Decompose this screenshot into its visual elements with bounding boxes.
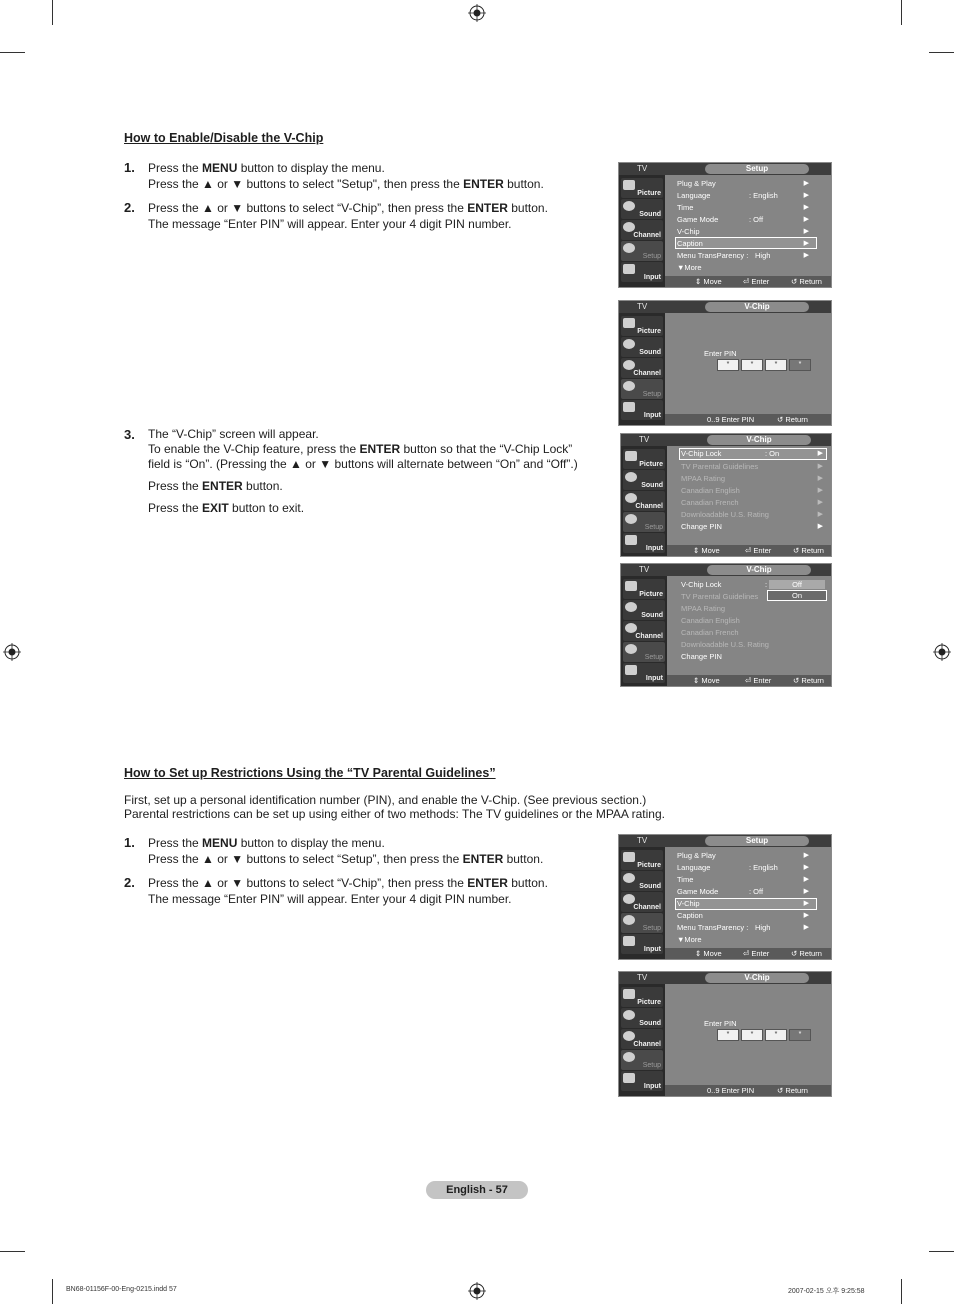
menu-value: : English [749, 863, 778, 872]
picture-icon [625, 451, 637, 461]
sound-icon [623, 873, 635, 883]
pin-panel [665, 313, 831, 414]
pin-digit-field[interactable]: * [765, 1029, 787, 1041]
menu-item[interactable]: Menu TransParency : [677, 251, 749, 260]
sound-icon [625, 602, 637, 612]
tv-label: TV [637, 973, 648, 982]
menu-panel [665, 847, 831, 948]
menu-item[interactable]: ▼More [677, 935, 702, 944]
right-arrow-icon: ▶ [803, 900, 809, 907]
menu-item[interactable]: Caption [677, 239, 703, 248]
picture-icon [623, 180, 635, 190]
sidebar-item-channel[interactable]: Channel [623, 491, 665, 511]
sidebar-item-picture[interactable]: Picture [621, 987, 663, 1007]
crop-mark [52, 0, 53, 25]
enter-hint: ⏎ Enter [743, 277, 770, 286]
menu-item[interactable]: Caption [677, 911, 703, 920]
gear-icon [623, 1052, 635, 1062]
screen-title: V-Chip [707, 565, 811, 575]
picture-icon [623, 852, 635, 862]
step-text: Press the MENU button to display the menu. Press the ▲ or ▼ buttons to select “Setup”, then press the ENTER button. [148, 836, 544, 866]
gear-icon [623, 243, 635, 253]
page-number: English - 57 [426, 1181, 528, 1199]
sidebar-item-picture[interactable]: Picture [623, 579, 665, 599]
crop-mark [0, 1251, 25, 1252]
right-arrow-icon: ▶ [803, 924, 809, 931]
menu-item[interactable]: V-Chip [677, 227, 700, 236]
menu-item[interactable]: Canadian French [681, 498, 739, 507]
screen-header [621, 564, 831, 576]
registration-mark-icon [468, 4, 486, 22]
menu-item[interactable]: Canadian English [681, 486, 740, 495]
screen-title: Setup [705, 164, 809, 174]
right-arrow-icon: ▶ [803, 252, 809, 259]
channel-icon [625, 623, 637, 633]
sidebar-item-sound[interactable]: Sound [623, 600, 665, 620]
gear-icon [625, 514, 637, 524]
sidebar [621, 576, 667, 686]
return-hint: ↺ Return [793, 546, 824, 555]
input-icon [623, 936, 635, 946]
sidebar-item-setup[interactable]: Setup [621, 1050, 663, 1070]
menu-item[interactable]: Menu TransParency : [677, 923, 749, 932]
screen-title: V-Chip [705, 302, 809, 312]
enter-pin-hint: 0..9 Enter PIN [707, 1086, 755, 1095]
tv-screen-vchip-menu [620, 433, 832, 557]
sidebar-item-channel[interactable]: Channel [621, 358, 663, 378]
sidebar-item-channel[interactable]: Channel [621, 1029, 663, 1049]
tv-screen-enter-pin [618, 971, 832, 1097]
sidebar [619, 984, 665, 1096]
return-hint: ↺ Return [791, 949, 822, 958]
pin-digit-field[interactable]: * [717, 359, 739, 371]
button-bar [665, 948, 831, 959]
sidebar [621, 446, 667, 556]
button-bar [667, 545, 831, 556]
tv-screen-enter-pin [618, 300, 832, 426]
registration-mark-icon [933, 643, 951, 661]
menu-item[interactable]: Game Mode [677, 215, 719, 224]
menu-item[interactable]: Downloadable U.S. Rating [681, 510, 769, 519]
return-hint: ↺ Return [791, 277, 822, 286]
sidebar-item-picture[interactable]: Picture [621, 316, 663, 336]
print-timestamp: 2007-02-15 오후 9:25:58 [788, 1288, 865, 1295]
button-bar [665, 1085, 831, 1096]
screen-title: V-Chip [705, 973, 809, 983]
menu-value: High [755, 251, 771, 260]
input-icon [625, 535, 637, 545]
gear-icon [625, 644, 637, 654]
registration-mark-icon [3, 643, 21, 661]
menu-item[interactable]: Time [677, 875, 694, 884]
crop-mark [901, 1279, 902, 1304]
screen-title: Setup [705, 836, 809, 846]
sidebar-item-input[interactable]: Input [623, 533, 665, 553]
sidebar-item-channel[interactable]: Channel [623, 621, 665, 641]
sidebar-item-picture[interactable]: Picture [623, 449, 665, 469]
tv-label: TV [637, 836, 648, 845]
sound-icon [623, 201, 635, 211]
sidebar-item-input[interactable]: Input [621, 262, 663, 282]
enter-hint: ⏎ Enter [743, 949, 770, 958]
input-icon [623, 264, 635, 274]
right-arrow-icon: ▶ [817, 487, 823, 494]
crop-mark [52, 1279, 53, 1304]
menu-item[interactable]: Downloadable U.S. Rating [681, 640, 769, 649]
menu-value: : Off [749, 215, 764, 224]
step-number: 1. [124, 160, 135, 175]
registration-mark-icon [468, 1282, 486, 1300]
menu-value: : English [749, 191, 778, 200]
sidebar-item-channel[interactable]: Channel [621, 892, 663, 912]
step-number: 1. [124, 835, 135, 850]
sidebar [619, 175, 665, 287]
menu-item[interactable]: MPAA Rating [681, 604, 726, 613]
sound-icon [623, 1010, 635, 1020]
step-text: The “V-Chip” screen will appear. To enable the V-Chip feature, press the ENTER button so that the “V-Chip Lock” field is “On”. (Pressing the ▲ or ▼ buttons will alternate between “On” and “Off”.) Press the ENTER button. Press the EXIT button to exit. [148, 427, 578, 515]
tv-screen-vchip-lock [620, 563, 832, 687]
menu-item[interactable]: Canadian French [681, 628, 739, 637]
right-arrow-icon: ▶ [817, 499, 823, 506]
right-arrow-icon: ▶ [817, 511, 823, 518]
section-heading: How to Set up Restrictions Using the “TV Parental Guidelines” [124, 766, 496, 780]
intro-line: Parental restrictions can be set up using either of two methods: The TV guidelines or the MPAA rating. [124, 807, 665, 821]
move-hint: ⇕ Move [695, 277, 722, 286]
sidebar [619, 313, 665, 425]
button-bar [665, 414, 831, 425]
enter-pin-label: Enter PIN [704, 1019, 737, 1028]
sidebar-item-setup[interactable]: Setup [621, 241, 663, 261]
right-arrow-icon: ▶ [803, 204, 809, 211]
right-arrow-icon: ▶ [803, 888, 809, 895]
right-arrow-icon: ▶ [803, 912, 809, 919]
right-arrow-icon: ▶ [803, 192, 809, 199]
pin-digit-field[interactable]: * [741, 1029, 763, 1041]
tv-label: TV [639, 435, 650, 444]
screen-header [619, 835, 831, 847]
sidebar-item-setup[interactable]: Setup [623, 512, 665, 532]
pin-panel [665, 984, 831, 1085]
return-hint: ↺ Return [793, 676, 824, 685]
input-icon [625, 665, 637, 675]
print-slug: BN68-01156F-00-Eng-0215.indd 57 [66, 1286, 177, 1293]
pin-digit-field[interactable]: * [789, 1029, 811, 1041]
sidebar-item-setup[interactable]: Setup [621, 913, 663, 933]
right-arrow-icon: ▶ [803, 216, 809, 223]
sidebar-item-picture[interactable]: Picture [621, 178, 663, 198]
menu-item[interactable]: Change PIN [681, 652, 722, 661]
sidebar-item-setup[interactable]: Setup [621, 379, 663, 399]
menu-item[interactable]: MPAA Rating [681, 474, 726, 483]
menu-item[interactable]: Language [677, 191, 711, 200]
picture-icon [623, 989, 635, 999]
right-arrow-icon: ▶ [817, 450, 823, 457]
screen-title: V-Chip [707, 435, 811, 445]
sidebar-item-input[interactable]: Input [621, 934, 663, 954]
step-number: 2. [124, 200, 135, 215]
return-hint: ↺ Return [777, 415, 808, 424]
menu-item[interactable]: Plug & Play [677, 851, 716, 860]
crop-mark [901, 0, 902, 25]
menu-item[interactable]: TV Parental Guidelines [681, 592, 759, 601]
gear-icon [623, 381, 635, 391]
screen-header [619, 301, 831, 313]
sidebar-item-picture[interactable]: Picture [621, 850, 663, 870]
enter-hint: ⏎ Enter [745, 546, 772, 555]
right-arrow-icon: ▶ [817, 523, 823, 530]
option-colon: : [765, 580, 768, 589]
picture-icon [623, 318, 635, 328]
menu-item[interactable]: ▼More [677, 263, 702, 272]
right-arrow-icon: ▶ [803, 864, 809, 871]
move-hint: ⇕ Move [693, 546, 720, 555]
menu-value: : On [765, 449, 780, 458]
right-arrow-icon: ▶ [803, 180, 809, 187]
enter-pin-label: Enter PIN [704, 349, 737, 358]
menu-item[interactable]: Language [677, 863, 711, 872]
menu-panel [667, 576, 831, 675]
crop-mark [929, 1251, 954, 1252]
screen-header [619, 163, 831, 175]
tv-label: TV [639, 565, 650, 574]
menu-item[interactable]: V-Chip Lock [681, 580, 722, 589]
menu-panel [667, 446, 831, 545]
right-arrow-icon: ▶ [803, 852, 809, 859]
sidebar-item-sound[interactable]: Sound [621, 199, 663, 219]
tv-label: TV [637, 164, 648, 173]
pin-digit-field[interactable]: * [717, 1029, 739, 1041]
enter-hint: ⏎ Enter [745, 676, 772, 685]
right-arrow-icon: ▶ [803, 228, 809, 235]
right-arrow-icon: ▶ [817, 463, 823, 470]
right-arrow-icon: ▶ [803, 876, 809, 883]
tv-screen-setup [618, 834, 832, 960]
step-text: Press the ▲ or ▼ buttons to select “V-Chip”, then press the ENTER button. The message “Enter PIN” will appear. Enter your 4 digit PIN number. [148, 876, 548, 906]
sound-icon [625, 472, 637, 482]
menu-item[interactable]: Change PIN [681, 522, 722, 531]
channel-icon [623, 222, 635, 232]
enter-pin-hint: 0..9 Enter PIN [707, 415, 755, 424]
screen-header [619, 972, 831, 984]
section-heading: How to Enable/Disable the V-Chip [124, 131, 324, 145]
menu-item[interactable]: V-Chip Lock [681, 449, 722, 458]
sidebar-item-channel[interactable]: Channel [621, 220, 663, 240]
picture-icon [625, 581, 637, 591]
channel-icon [623, 1031, 635, 1041]
button-bar [665, 276, 831, 287]
sound-icon [623, 339, 635, 349]
button-bar [667, 675, 831, 686]
step-number: 3. [124, 427, 135, 442]
channel-icon [623, 360, 635, 370]
sidebar-item-sound[interactable]: Sound [621, 1008, 663, 1028]
sidebar-item-setup[interactable]: Setup [623, 642, 665, 662]
sidebar-item-input[interactable]: Input [621, 1071, 663, 1091]
intro-line: First, set up a personal identification number (PIN), and enable the V-Chip. (See previous section.) [124, 793, 647, 807]
pin-digit-field[interactable]: * [789, 359, 811, 371]
crop-mark [0, 52, 25, 53]
right-arrow-icon: ▶ [803, 240, 809, 247]
pin-digit-field[interactable]: * [741, 359, 763, 371]
move-hint: ⇕ Move [695, 949, 722, 958]
tv-label: TV [637, 302, 648, 311]
menu-item[interactable]: TV Parental Guidelines [681, 462, 759, 471]
menu-item[interactable]: Plug & Play [677, 179, 716, 188]
menu-item[interactable]: Game Mode [677, 887, 719, 896]
channel-icon [623, 894, 635, 904]
crop-mark [929, 52, 954, 53]
step-number: 2. [124, 875, 135, 890]
screen-header [621, 434, 831, 446]
move-hint: ⇕ Move [693, 676, 720, 685]
return-hint: ↺ Return [777, 1086, 808, 1095]
option-off[interactable]: Off [769, 580, 825, 589]
menu-value: : Off [749, 887, 764, 896]
menu-panel [665, 175, 831, 276]
menu-item[interactable]: Canadian English [681, 616, 740, 625]
option-on[interactable]: On [767, 590, 827, 601]
input-icon [623, 1073, 635, 1083]
channel-icon [625, 493, 637, 503]
gear-icon [623, 915, 635, 925]
step-text: Press the MENU button to display the menu. Press the ▲ or ▼ buttons to select "Setup", then press the ENTER button. [148, 161, 544, 191]
right-arrow-icon: ▶ [817, 475, 823, 482]
sidebar [619, 847, 665, 959]
menu-item[interactable]: V-Chip [677, 899, 700, 908]
sidebar-item-input[interactable]: Input [623, 663, 665, 683]
tv-screen-setup [618, 162, 832, 288]
menu-value: High [755, 923, 771, 932]
step-text: Press the ▲ or ▼ buttons to select “V-Chip”, then press the ENTER button. The message “Enter PIN” will appear. Enter your 4 digit PIN number. [148, 201, 548, 231]
sidebar-item-sound[interactable]: Sound [621, 871, 663, 891]
pin-digit-field[interactable]: * [765, 359, 787, 371]
input-icon [623, 402, 635, 412]
sidebar-item-sound[interactable]: Sound [621, 337, 663, 357]
menu-item[interactable]: Time [677, 203, 694, 212]
sidebar-item-input[interactable]: Input [621, 400, 663, 420]
sidebar-item-sound[interactable]: Sound [623, 470, 665, 490]
